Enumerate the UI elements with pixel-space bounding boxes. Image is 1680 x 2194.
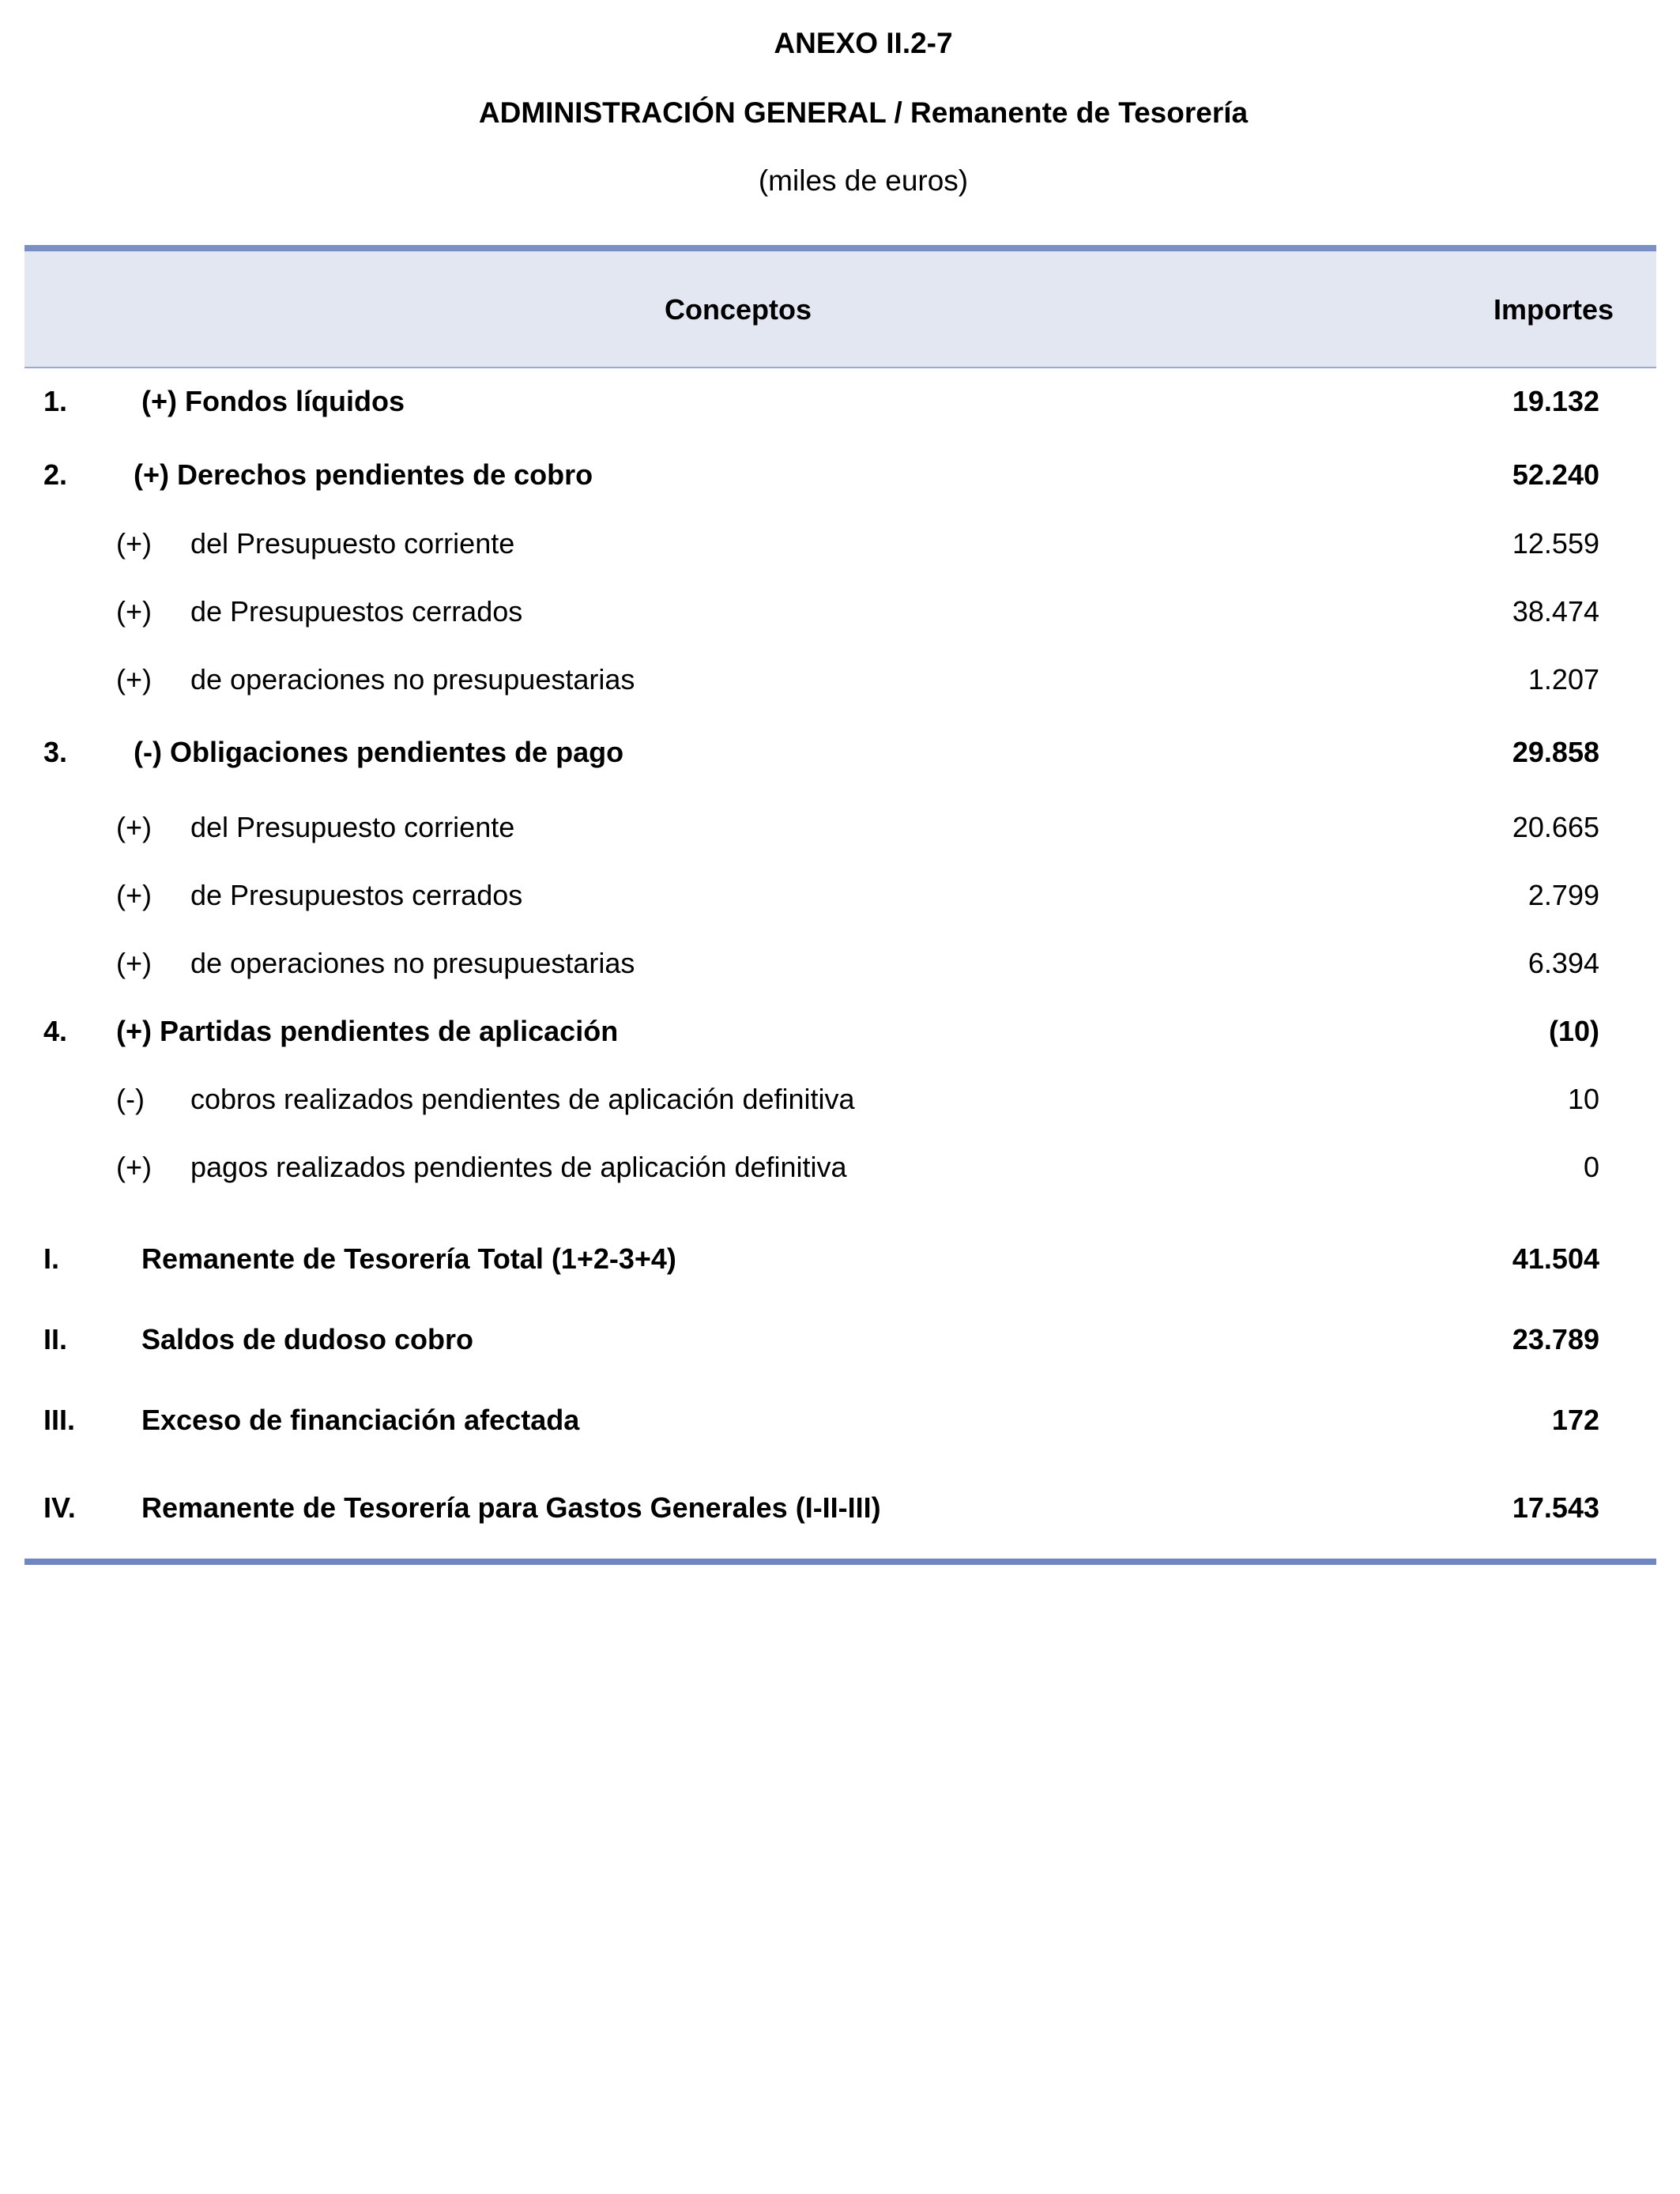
row-number: II. [43, 1323, 68, 1355]
table-row [0, 879, 1680, 918]
row-amount: 0 [1583, 1151, 1599, 1183]
row-amount: 41.504 [1512, 1242, 1599, 1275]
header-amounts: Importes [1494, 293, 1614, 326]
row-sign: (-) [116, 1083, 145, 1115]
row-label: pagos realizados pendientes de aplicación definitiva [190, 1151, 847, 1183]
row-number: 2. [43, 458, 68, 491]
table-row [0, 1015, 1680, 1054]
table-row [0, 947, 1680, 986]
annex-title: ANEXO II.2-7 [774, 27, 953, 59]
row-number: III. [43, 1404, 76, 1436]
row-amount: (10) [1548, 1015, 1599, 1047]
table-row [0, 1083, 1680, 1122]
table-top-rule [24, 245, 1656, 251]
row-number: 4. [43, 1015, 68, 1047]
row-label: de Presupuestos cerrados [190, 879, 523, 911]
table-row [0, 458, 1680, 498]
row-sign: (+) [116, 811, 152, 843]
table-row [0, 1323, 1680, 1363]
row-label: (+) Partidas pendientes de aplicación [116, 1015, 619, 1047]
table-row [0, 527, 1680, 567]
row-number: I. [43, 1242, 60, 1275]
row-sign: (+) [116, 1151, 152, 1183]
units-caption: (miles de euros) [758, 164, 969, 197]
table-row [0, 385, 1680, 424]
row-label: Exceso de financiación afectada [141, 1404, 580, 1436]
row-label: de Presupuestos cerrados [190, 595, 523, 628]
table-row [0, 811, 1680, 850]
row-sign: (+) [116, 663, 152, 696]
row-sign: (+) [116, 947, 152, 979]
row-label: (-) Obligaciones pendientes de pago [134, 736, 624, 768]
table-row [0, 1404, 1680, 1443]
table-row [0, 595, 1680, 635]
row-amount: 17.543 [1512, 1491, 1599, 1524]
row-amount: 6.394 [1527, 947, 1599, 979]
table-header [24, 251, 1656, 368]
row-amount: 2.799 [1527, 879, 1599, 911]
header-concepts: Conceptos [665, 293, 812, 326]
row-amount: 29.858 [1512, 736, 1599, 768]
row-label: (+) Derechos pendientes de cobro [134, 458, 593, 491]
table-row [0, 736, 1680, 775]
row-amount: 23.789 [1512, 1323, 1599, 1355]
row-amount: 20.665 [1512, 811, 1599, 843]
row-label: de operaciones no presupuestarias [190, 663, 635, 696]
row-amount: 52.240 [1512, 458, 1599, 491]
row-number: 1. [43, 385, 68, 417]
row-label: (+) Fondos líquidos [141, 385, 405, 417]
row-amount: 172 [1551, 1404, 1599, 1436]
table-row [0, 1151, 1680, 1190]
row-sign: (+) [116, 527, 152, 560]
row-amount: 10 [1567, 1083, 1599, 1115]
row-label: del Presupuesto corriente [190, 811, 515, 843]
row-label: del Presupuesto corriente [190, 527, 515, 560]
document-subtitle: ADMINISTRACIÓN GENERAL / Remanente de Tesorería [478, 96, 1249, 129]
table-bottom-rule [24, 1559, 1656, 1565]
row-label: Remanente de Tesorería Total (1+2-3+4) [141, 1242, 676, 1275]
row-label: Remanente de Tesorería para Gastos Generales (I-II-III) [141, 1491, 881, 1524]
row-amount: 19.132 [1512, 385, 1599, 417]
row-amount: 1.207 [1527, 663, 1599, 696]
row-label: cobros realizados pendientes de aplicación definitiva [190, 1083, 855, 1115]
row-sign: (+) [116, 595, 152, 628]
row-amount: 12.559 [1512, 527, 1599, 560]
row-sign: (+) [116, 879, 152, 911]
table-row [0, 663, 1680, 703]
row-amount: 38.474 [1512, 595, 1599, 628]
row-number: 3. [43, 736, 68, 768]
row-label: de operaciones no presupuestarias [190, 947, 635, 979]
table-row [0, 1491, 1680, 1531]
row-number: IV. [43, 1491, 76, 1524]
table-row [0, 1242, 1680, 1282]
row-label: Saldos de dudoso cobro [141, 1323, 474, 1355]
